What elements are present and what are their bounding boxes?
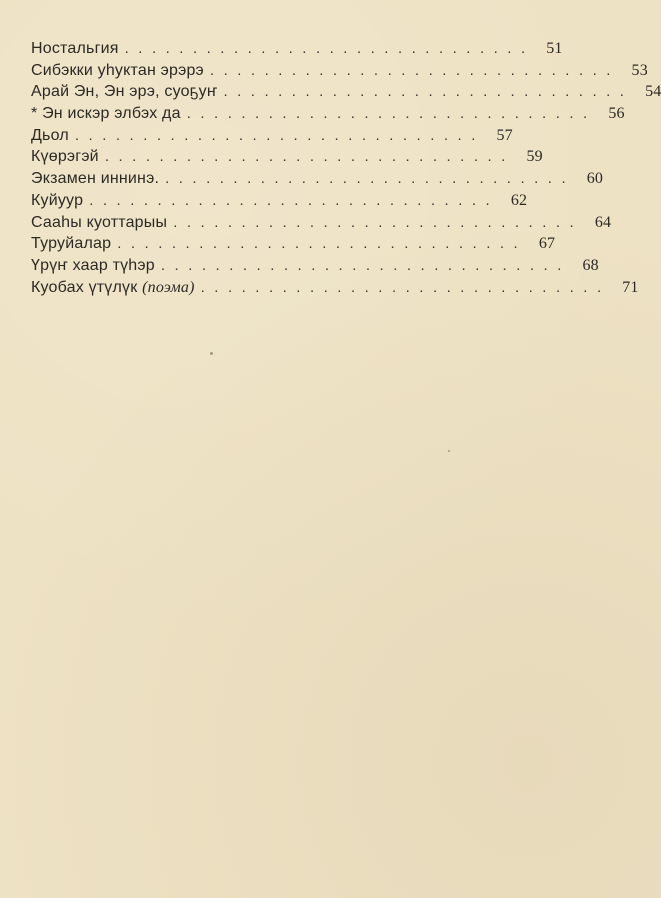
toc-dot-leader: ..............................	[89, 191, 500, 209]
toc-entry-subtitle: (поэма)	[142, 278, 195, 296]
toc-entry	[31, 146, 543, 168]
toc-entry-title: Дьол	[31, 126, 69, 144]
paper-speck	[448, 450, 450, 452]
toc-entry	[31, 81, 661, 103]
toc-dot-leader: ..............................	[160, 256, 571, 274]
toc-entry-title: Ностальгия	[31, 40, 119, 57]
toc-entry-title-text: Куобах үтүлүк	[31, 278, 138, 296]
toc-entry-page: 54	[645, 83, 661, 101]
toc-entry-page: 51	[546, 40, 563, 57]
toc-dot-leader: ..............................	[186, 105, 597, 123]
toc-dot-leader: ..............................	[200, 278, 611, 296]
toc-entry-title: Сааһы куоттарыы	[31, 213, 168, 231]
toc-entry-title: * Эн искэр элбэх да	[31, 105, 181, 123]
toc-entry-title: Экзамен иннинэ.	[31, 170, 160, 188]
toc-entry	[31, 60, 648, 82]
toc-entry-title: Күөрэгэй	[31, 148, 99, 166]
toc-entry-title: Арай Эн, Эн эрэ, суоҕуҥ	[31, 83, 218, 101]
toc-entry	[31, 255, 599, 277]
toc-entry-page: 59	[526, 148, 543, 166]
toc-entry-page: 68	[582, 256, 599, 274]
toc-dot-leader: ..............................	[74, 126, 485, 144]
toc-entry	[31, 168, 604, 190]
toc-entry	[31, 125, 513, 147]
toc-entry-page: 53	[631, 61, 648, 79]
paper-speck	[210, 352, 213, 355]
toc-dot-leader: ..............................	[124, 40, 535, 57]
toc-entry-page: 67	[538, 235, 556, 253]
toc-entry	[31, 212, 612, 234]
toc-entry-page: 62	[510, 191, 528, 209]
toc-entry-title: Үрүҥ хаар түһэр	[31, 256, 155, 274]
toc-entry-page: 64	[594, 213, 612, 231]
toc-dot-leader: ..............................	[165, 170, 576, 188]
toc-entry-page: 57	[496, 126, 513, 144]
table-of-contents	[31, 38, 661, 298]
toc-dot-leader: ..............................	[223, 83, 634, 101]
toc-dot-leader: ..............................	[117, 235, 528, 253]
toc-entry-title: Куйуур	[31, 191, 84, 209]
toc-entry-title	[31, 277, 201, 299]
toc-dot-leader: ..............................	[173, 213, 584, 231]
toc-dot-leader: ..............................	[209, 61, 620, 79]
toc-dot-leader: ..............................	[104, 148, 515, 166]
toc-entry	[31, 277, 639, 299]
toc-entry-page: 60	[586, 170, 604, 188]
toc-entry-page: 56	[608, 105, 625, 123]
toc-entry-title: Сибэкки уһуктан эрэрэ	[31, 61, 204, 79]
toc-entry	[31, 103, 625, 125]
toc-entry	[31, 190, 528, 212]
toc-entry	[31, 38, 563, 60]
toc-entry	[31, 233, 556, 255]
toc-entry-title: Туруйалар	[31, 235, 112, 253]
toc-entry-page: 71	[622, 278, 639, 296]
